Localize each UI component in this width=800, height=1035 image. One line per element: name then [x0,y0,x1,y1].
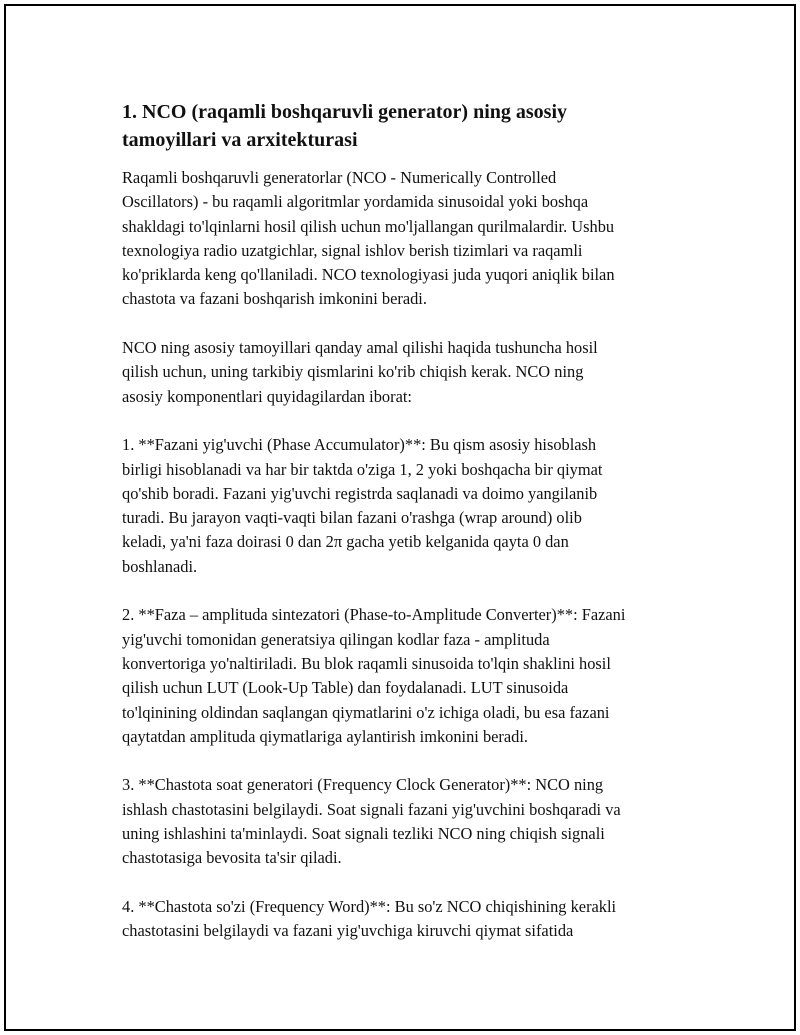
paragraph-phase-to-amplitude: 2. **Faza – amplituda sintezatori (Phase-to-Amplitude Converter)**: Fazani yig'uvchi tomonidan generatsiya qilingan kodlar faza - amplituda konvertoriga yo'naltiriladi. Bu blok raqamli sinusoida to'lqin shaklini hosil qilish uchun LUT (Look-Up Table) dan foydalanadi. LUT sinusoida to'lqinining oldindan saqlangan qiymatlarini o'z ichiga oladi, bu esa fazani qaytatdan amplituda qiymatlariga aylantirish imkonini beradi. [122,605,626,746]
page-frame [4,4,796,1031]
paragraph-frequency-clock: 3. **Chastota soat generatori (Frequency Clock Generator)**: NCO ning ishlash chastotasini belgilaydi. Soat signali fazani yig'uvchini boshqaradi va uning ishlashini ta'minlaydi. Soat signali tezliki NCO ning chiqish signali chastotasiga bevosita ta'sir qiladi. [122,775,621,868]
paragraph-intro: Raqamli boshqaruvli generatorlar (NCO - Numerically Controlled Oscillators) - bu raqamli algoritmlar yordamida sinusoidal yoki boshqa shakldagi to'lqinlarni hosil qilish uchun mo'ljallangan qurilmalardir. Ushbu texnologiya radio uzatgichlar, signal ishlov berish tizimlari va raqamli ko'priklarda keng qo'llaniladi. NCO texnologiyasi juda yuqori aniqlik bilan chastota va fazani boshqarish imkonini beradi. [122,168,615,309]
paragraph-frequency-word: 4. **Chastota so'zi (Frequency Word)**: Bu so'z NCO chiqishining kerakli chastotasini belgilaydi va fazani yig'uvchiga kiruvchi qiymat sifatida [122,896,617,941]
section-heading: 1. NCO (raqamli boshqaruvli generator) ning asosiy tamoyillari va arxitekturasi [122,101,568,151]
paragraph-phase-accumulator: 1. **Fazani yig'uvchi (Phase Accumulator)**: Bu qism asosiy hisoblash birligi hisoblanadi va har bir taktda o'ziga 1, 2 yoki boshqacha bir qiymat qo'shib boradi. Fazani yig'uvchi registrda saqlanadi va doimo yangilanib turadi. Bu jarayon vaqti-vaqti bilan fazani o'rashga (wrap around) olib keladi, ya'ni faza doirasi 0 dan 2π gacha yetib kelganida qayta 0 dan boshlanadi. [122,435,603,576]
document-body [122,98,696,944]
paragraph-components-intro: NCO ning asosiy tamoyillari qanday amal qilishi haqida tushuncha hosil qilish uchun, uning tarkibiy qismlarini ko'rib chiqish kerak. NCO ning asosiy komponentlari quyidagilardan iborat: [122,338,598,406]
